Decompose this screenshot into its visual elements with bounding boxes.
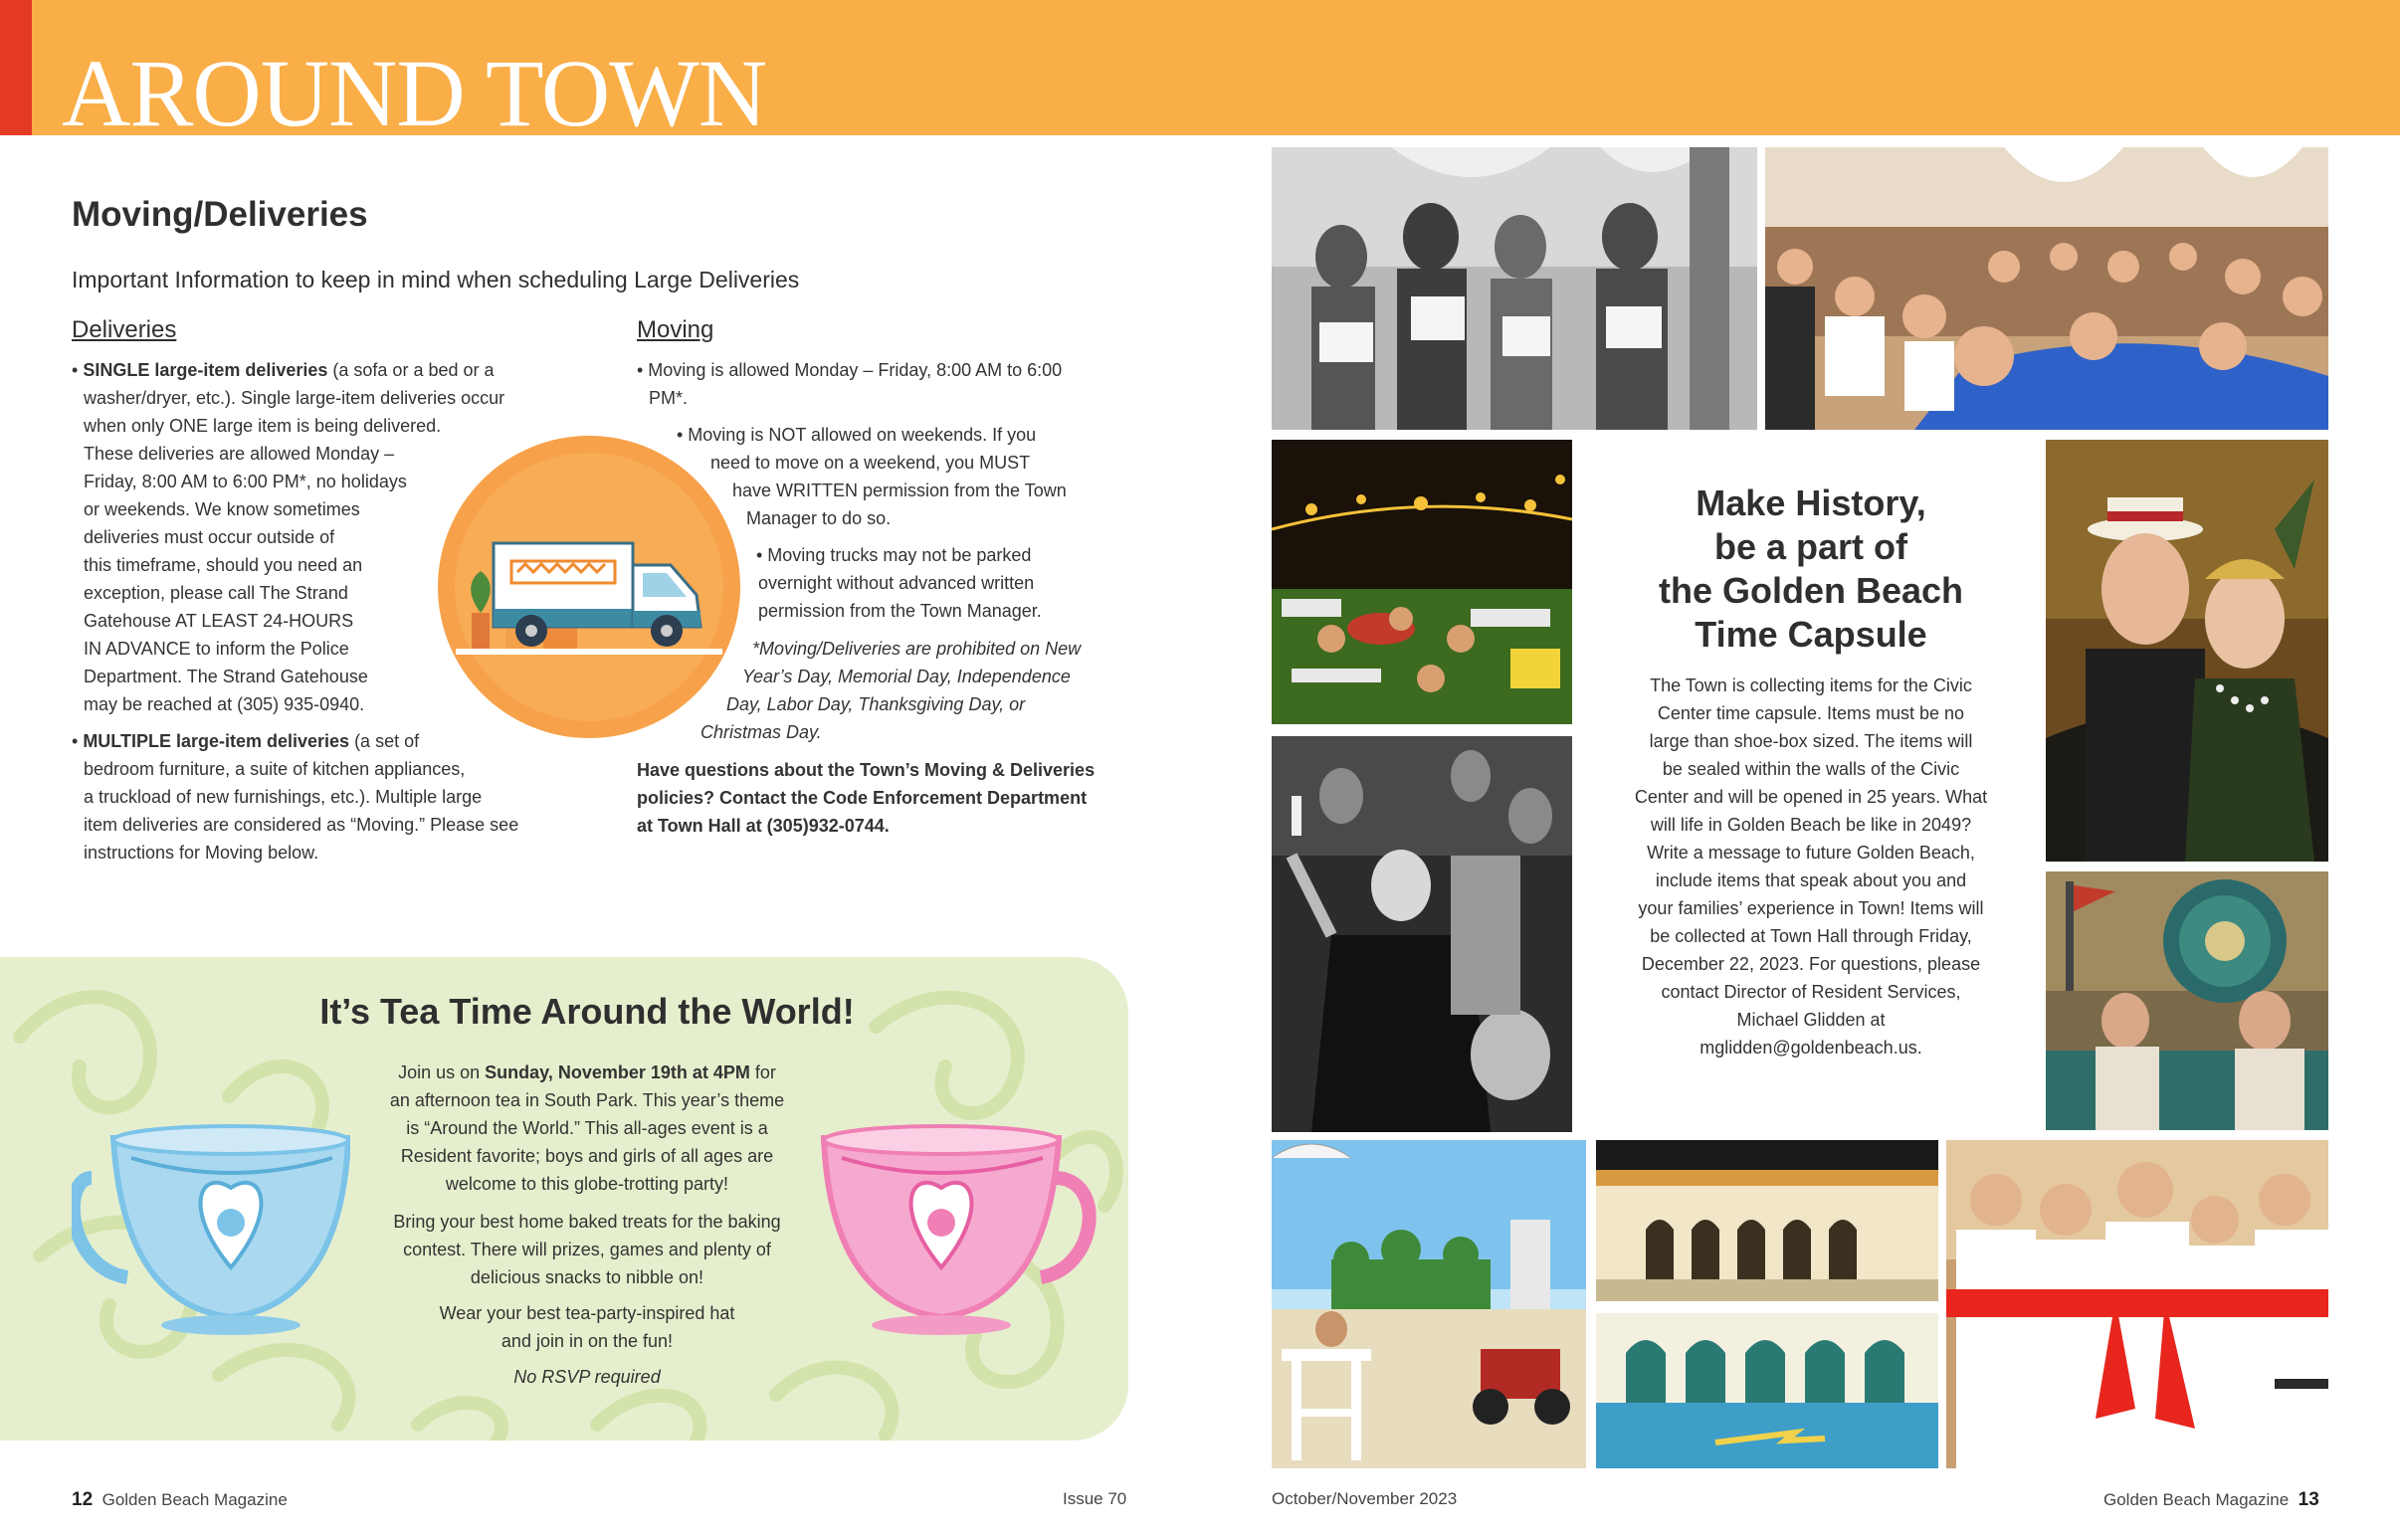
footer-right-title: Golden Beach Magazine	[2103, 1490, 2290, 1509]
photo-ribbon-cutting	[1946, 1140, 2328, 1468]
page-number-left: 12	[72, 1489, 94, 1510]
tea-title: It’s Tea Time Around the World!	[319, 991, 855, 1032]
contact-email[interactable]: mglidden@goldenbeach.us.	[1700, 1038, 1922, 1058]
page-number-right: 13	[2298, 1489, 2319, 1510]
single-delivery-bold: SINGLE large-item deliveries	[83, 360, 328, 380]
photo-couple-hat	[2046, 440, 2328, 862]
multiple-delivery-bold: MULTIPLE large-item deliveries	[83, 731, 350, 751]
single-delivery-text: • SINGLE large-item deliveries (a sofa or a bed or a washer/dryer, etc.). Single large-item deliveries occur when only ONE large item is being delivered. These deliveries are allowed Monday – Friday, 8:00 AM to 6:00 PM*, no holidays or weekends. We know sometimes deliveries must occur outside of this timeframe, should you need an exception, please call The Strand Gatehouse AT LEAST 24-HOURS IN ADVANCE to inform the Police Department. The Strand Gatehouse may be reached at (305) 935-0940.	[72, 360, 505, 714]
footer-left-title: Golden Beach Magazine	[101, 1490, 288, 1509]
deliveries-heading: Deliveries	[72, 316, 177, 343]
teacup-blue-icon	[72, 1118, 350, 1342]
moving-heading: Moving	[637, 316, 714, 343]
tea-rsvp: No RSVP required	[513, 1367, 661, 1387]
moving-rule-parking: • Moving trucks may not be parked overnight without advanced written permission from the Town Manager.	[756, 545, 1042, 621]
photo-night-lawn	[1272, 440, 1572, 724]
footer-issue: Issue 70	[1063, 1489, 1127, 1508]
photo-children-reading	[1272, 147, 1757, 430]
moving-title: Moving/Deliveries	[72, 195, 368, 234]
photo-building-arches	[1596, 1140, 1938, 1301]
footer-right	[2103, 1489, 2319, 1511]
moving-rule-weekdays: • Moving is allowed Monday – Friday, 8:00 AM to 6:00 PM*.	[637, 360, 1063, 408]
footer-left	[72, 1489, 288, 1511]
holiday-note: *Moving/Deliveries are prohibited on New Year’s Day, Memorial Day, Independence Day, Labor Day, Thanksgiving Day, or Christmas Day.	[700, 639, 1082, 742]
moving-rule-weekends: • Moving is NOT allowed on weekends. If you need to move on a weekend, you MUST have WRITTEN permission from the Town Manager to do so.	[677, 425, 1067, 528]
photo-crowd-tables	[1765, 147, 2328, 430]
photo-seal-meeting	[2046, 871, 2328, 1130]
tea-invite-text: Join us on Sunday, November 19th at 4PM for an afternoon tea in South Park. This year’s theme is “Around the World.” This all-ages event is a Resident favorite; boys and girls of all ages are welcome to this globe-trotting party!	[389, 1062, 785, 1194]
tea-hat-text: Wear your best tea-party-inspired hat and join in on the fun!	[439, 1303, 735, 1351]
teacup-pink-icon	[818, 1118, 1097, 1342]
section-title: AROUND TOWN	[62, 40, 767, 146]
tea-contest-text: Bring your best home baked treats for the baking contest. There will prizes, games and plenty of delicious snacks to nibble on!	[393, 1212, 781, 1287]
header-accent-bar	[0, 0, 32, 135]
footer-date: October/November 2023	[1272, 1489, 1458, 1508]
history-title: Make History, be a part of the Golden Beach Time Capsule	[1658, 482, 1964, 655]
history-body: The Town is collecting items for the Civic Center time capsule. Items must be no large than shoe-box sized. The items will be sealed within the walls of the Civic Center and will be opened in 25 years. What will life in Golden Beach be like in 2049? Write a message to future Golden Beach, include items that speak about you and your families’ experience in Town! Items will be collected at Town Hall through Friday, December 22, 2023. For questions, please contact Director of Resident Services, Michael Glidden at mglidden@goldenbeach.us.	[1572, 672, 2050, 1061]
contact-question: Have questions about the Town’s Moving & Deliveries policies? Contact the Code Enforcement Department at Town Hall at (305)932-0744.	[637, 760, 1096, 836]
photo-pool-arches	[1596, 1313, 1938, 1468]
photo-party-toast	[1272, 736, 1572, 1132]
multiple-delivery-text: • MULTIPLE large-item deliveries (a set of bedroom furniture, a suite of kitchen appliances, a truckload of new furnishings, etc.). Multiple large item deliveries are considered as “Moving.” Please see instructions for Moving below.	[72, 731, 519, 863]
photo-beach-lifeguard	[1272, 1140, 1586, 1468]
moving-subtitle: Important Information to keep in mind when scheduling Large Deliveries	[72, 267, 800, 292]
